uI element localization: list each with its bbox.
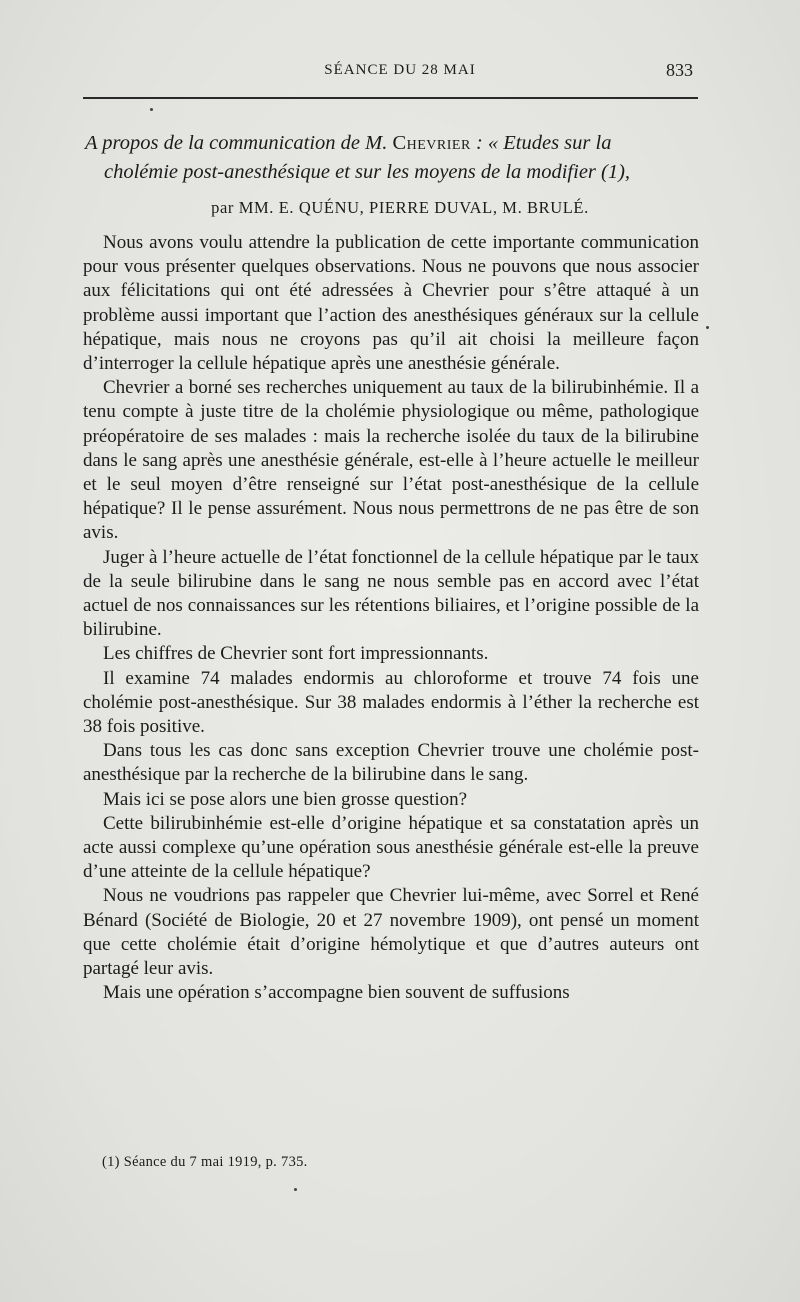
paragraph: Juger à l’heure actuelle de l’état fonctionnel de la cellule hépatique par le taux de la seule bilirubine dans le sang ne nous semble pas en accord avec l’état actuel de nos connaissances sur les rétentions biliaires, et l’origine possible de la bilirubine. xyxy=(83,546,699,641)
paragraph: Mais ici se pose alors une bien grosse question? xyxy=(103,788,468,810)
article-authors: par MM. E. QUÉNU, PIERRE DUVAL, M. BRULÉ. xyxy=(211,198,589,217)
paragraph: Cette bilirubinhémie est-elle d’origine hépatique et sa constatation après un acte aussi complexe qu’une opération sous anesthésie générale est-elle la preuve d’une atteinte de la cellule hépatique? xyxy=(83,812,699,883)
article-title-line-2: cholémie post-anesthésique et sur les moyens de la modifier (1), xyxy=(104,161,631,183)
print-speck xyxy=(294,1188,297,1191)
article-body xyxy=(83,231,699,1006)
running-head-title: SÉANCE DU 28 MAI xyxy=(324,62,476,78)
running-head xyxy=(0,60,800,84)
paragraph: Chevrier a borné ses recherches uniquement au taux de la bilirubinhémie. Il a tenu compte à juste titre de la cholémie physiologique ou même, pathologique préopératoire de ses malades : mais la recherche isolée du taux de la bilirubine dans le sang après une anesthésie générale, est-elle à l’heure actuelle le meilleur et le seul moyen d’être renseigné sur l’état post-anesthésique de la cellule hépatique? Il le pense assurément. Nous nous permettrons de ne pas être de son avis. xyxy=(83,377,699,544)
paragraph: Mais une opération s’accompagne bien souvent de suffusions xyxy=(103,982,570,1004)
article-title-prefix: A propos de la communication de M. xyxy=(85,132,393,154)
paragraph: Nous avons voulu attendre la publication de cette importante communication pour vous présenter quelques observations. Nous ne pouvons que nous associer aux félicitations qui ont été adressées à Chevrier pour s’être attaqué à un problème aussi important que l’action des anesthésiques généraux sur la cellule hépatique, mais nous ne croyons pas qu’il ait choisi la meilleure façon d’interroger la cellule hépatique après une anesthésie générale. xyxy=(83,232,699,375)
article-title-name: Chevrier xyxy=(392,132,471,154)
header-rule xyxy=(83,97,698,99)
paragraph: Dans tous les cas donc sans exception Chevrier trouve une cholémie post-anesthésique par la recherche de la bilirubine dans le sang. xyxy=(83,740,699,786)
paragraph: Nous ne voudrions pas rappeler que Chevrier lui-même, avec Sorrel et René Bénard (Société de Biologie, 20 et 27 novembre 1909), ont pensé un moment que cette cholémie était d’origine hémolytique et que d’autres auteurs ont partagé leur avis. xyxy=(83,885,699,980)
print-speck xyxy=(150,108,153,111)
article-title-line-1 xyxy=(85,129,697,158)
paragraph: Les chiffres de Chevrier sont fort impressionnants. xyxy=(103,643,489,665)
article-title-rest: : « Etudes sur la xyxy=(470,132,612,154)
print-speck xyxy=(706,326,709,329)
footnote: (1) Séance du 7 mai 1919, p. 735. xyxy=(102,1154,308,1170)
article-title xyxy=(85,129,697,187)
paragraph: Il examine 74 malades endormis au chloroforme et trouve 74 fois une cholémie post-anesthésique. Sur 38 malades endormis à l’éther la recherche est 38 fois positive. xyxy=(83,667,699,738)
page-number: 833 xyxy=(666,60,693,80)
